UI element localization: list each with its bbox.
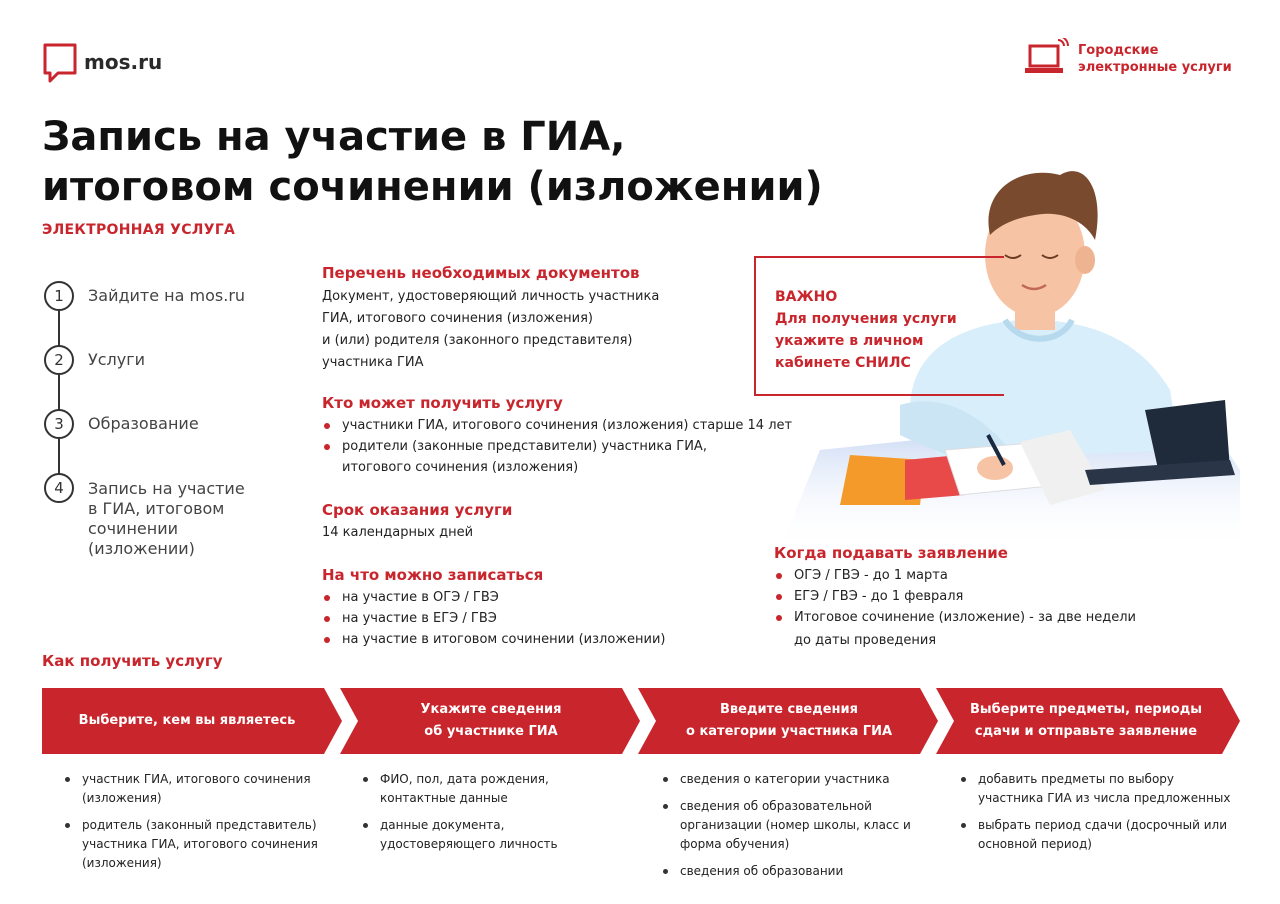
process-step-1-label: Выберите, кем вы являетесь xyxy=(78,713,296,728)
step-label-4-line: в ГИА, итоговом xyxy=(88,499,225,518)
step-label-4-line: Запись на участие xyxy=(88,479,245,498)
step-label-4-line: сочинении xyxy=(88,519,178,538)
list-item: участник ГИА, итогового сочинения (изложения) xyxy=(62,770,352,808)
important-line: укажите в личном xyxy=(775,333,924,349)
list-item: сведения об образовательной организации (номер школы, класс и форма обучения) xyxy=(660,797,935,854)
process-step-4-label-line: сдачи и отправьте заявление xyxy=(974,724,1198,739)
who-continuation: итогового сочинения (изложения) xyxy=(342,460,579,475)
term-heading: Срок оказания услуги xyxy=(322,501,513,519)
how-heading: Как получить услугу xyxy=(42,652,223,670)
service-brand-line1: Городские xyxy=(1078,43,1159,58)
when-list xyxy=(774,565,1234,628)
process-step-2-label-line: Укажите сведения xyxy=(420,702,562,717)
process-step-2-details xyxy=(360,770,600,862)
documents-line: и (или) родителя (законного представителя) xyxy=(322,333,633,348)
page-subtitle: ЭЛЕКТРОННАЯ УСЛУГА xyxy=(42,222,236,238)
process-step-4-details xyxy=(958,770,1238,862)
list-item: сведения о категории участника xyxy=(660,770,935,789)
who-heading: Кто может получить услугу xyxy=(322,394,563,412)
list-item: Итоговое сочинение (изложение) - за две недели xyxy=(774,607,1234,628)
process-step-1-details xyxy=(62,770,352,881)
list-item: ЕГЭ / ГВЭ - до 1 февраля xyxy=(774,586,1234,607)
list-item: участники ГИА, итогового сочинения (изложения) старше 14 лет xyxy=(322,415,862,436)
signup-list xyxy=(322,587,742,650)
service-brand-line2: электронные услуги xyxy=(1078,60,1232,75)
list-item: ОГЭ / ГВЭ - до 1 марта xyxy=(774,565,1234,586)
process-step-2-label xyxy=(356,699,626,743)
documents-line: ГИА, итогового сочинения (изложения) xyxy=(322,311,593,326)
list-item: добавить предметы по выбору участника ГИА из числа предложенных xyxy=(958,770,1238,808)
who-list xyxy=(322,415,862,457)
laptop-wifi-icon xyxy=(1024,38,1072,78)
process-step-2-label-line: об участнике ГИА xyxy=(424,724,558,739)
process-step-3-label xyxy=(654,699,924,743)
when-heading: Когда подавать заявление xyxy=(774,544,1008,562)
step-label-3[interactable]: Образование xyxy=(88,414,199,433)
list-item: на участие в ЕГЭ / ГВЭ xyxy=(322,608,742,629)
list-item: родитель (законный представитель) участника ГИА, итогового сочинения (изложения) xyxy=(62,816,352,873)
page-title xyxy=(42,112,823,212)
step-number-1: 1 xyxy=(44,281,74,311)
important-line: Для получения услуги xyxy=(775,311,957,327)
list-item: выбрать период сдачи (досрочный или основной период) xyxy=(958,816,1238,854)
step-label-4-line: (изложении) xyxy=(88,539,195,558)
step-label-2[interactable]: Услуги xyxy=(88,350,146,369)
important-text xyxy=(775,286,957,374)
list-item: сведения об образовании xyxy=(660,862,935,881)
step-label-4[interactable] xyxy=(88,479,245,559)
list-item: родители (законные представители) участника ГИА, xyxy=(322,436,862,457)
mos-logo-text[interactable]: mos.ru xyxy=(84,50,163,74)
page-title-line2: итоговом сочинении (изложении) xyxy=(42,164,823,210)
page-title-line1: Запись на участие в ГИА, xyxy=(42,114,626,160)
step-number-3: 3 xyxy=(44,409,74,439)
mos-logo-icon xyxy=(42,42,78,84)
important-line: кабинете СНИЛС xyxy=(775,355,911,371)
list-item: на участие в ОГЭ / ГВЭ xyxy=(322,587,742,608)
process-step-4-label-line: Выберите предметы, периоды xyxy=(969,702,1203,717)
important-heading: ВАЖНО xyxy=(775,289,838,305)
step-number-2: 2 xyxy=(44,345,74,375)
process-step-3-label-line: о категории участника ГИА xyxy=(685,724,893,739)
term-text: 14 календарных дней xyxy=(322,525,474,540)
list-item: на участие в итоговом сочинении (изложении) xyxy=(322,629,742,650)
process-step-4-label xyxy=(950,699,1222,743)
documents-line: участника ГИА xyxy=(322,355,424,370)
step-label-1[interactable]: Зайдите на mos.ru xyxy=(88,286,246,305)
documents-text xyxy=(322,286,659,374)
steps-connector xyxy=(58,300,60,488)
list-item: данные документа, удостоверяющего личность xyxy=(360,816,600,854)
service-brand xyxy=(1078,42,1232,76)
list-item: ФИО, пол, дата рождения, контактные данные xyxy=(360,770,600,808)
documents-heading: Перечень необходимых документов xyxy=(322,264,640,282)
process-step-3-details xyxy=(660,770,935,889)
step-number-4: 4 xyxy=(44,473,74,503)
documents-line: Документ, удостоверяющий личность участника xyxy=(322,289,660,304)
signup-heading: На что можно записаться xyxy=(322,566,544,584)
when-continuation: до даты проведения xyxy=(794,633,937,648)
process-step-3-label-line: Введите сведения xyxy=(720,702,858,717)
